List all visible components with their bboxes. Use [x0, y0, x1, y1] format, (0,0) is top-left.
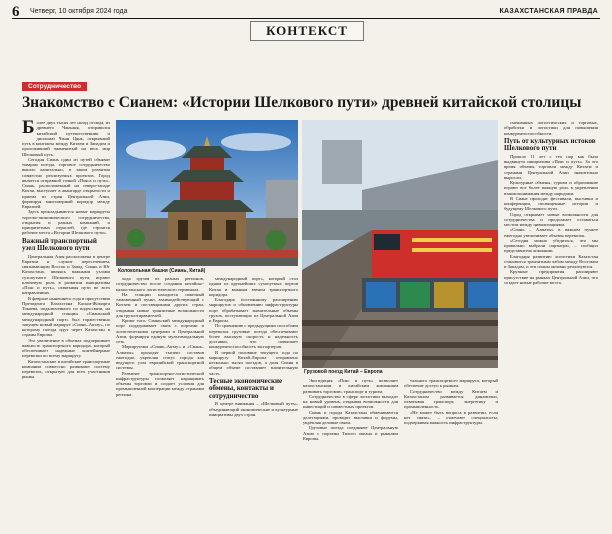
paragraph: В первой половине текущего года по маршруту Китай–Европа отправлено несколько тысяч поездов, а доля Сианя в общем объеме составляет значительную часть. [209, 349, 298, 376]
rubric-label: Сотрудничество [22, 82, 87, 91]
article-column-3 [209, 276, 298, 528]
paragraph: Культурные обмены, туризм и образование играют все более важную роль в укреплении взаимопонимания между народами. [504, 180, 598, 196]
newspaper-name: КАЗАХСТАНСКАЯ ПРАВДА [499, 8, 598, 15]
page-header [0, 0, 612, 44]
paragraph: Кроме того, Сианьский международный порт поддерживает связь с портами и логистическими центрами в Центральной Азии, формируя единую мультимодальную сеть. [116, 318, 204, 344]
paragraph: Здесь прокладываются новые маршруты торгово-экономического сотрудничества, открытия и разных компаний, и приоритетных отраслей, где строятся рабочие места «Истории Шелкового пути». [22, 209, 110, 236]
issue-date: Четверг, 10 октября 2024 года [30, 8, 128, 15]
paragraph: В центре внимания – «Шелковый путь», объединяющий экономические и культурные инициативы двух стран. [209, 401, 298, 417]
paragraph: Развитие транспортно-логистической инфраструктуры позволяет наращивать объемы торговли и создает условия для промышленной кооперации между странами региона. [116, 370, 204, 397]
paragraph: В феврале нынешнего года в присутствии Президента Казахстана Касым-Жомарта Токаева, подключенного по видеосвязи, на международной станции «Сианьский международный порт» был торжественно запущен новый маршрут «Сиань–Актау», по которому поезда идут через Казахстан в страны Европы. [22, 295, 110, 338]
paragraph: Казахстанские и китайские транспортные компании совместно развивают систему перевозок, открытую для всех участников рынка. [22, 358, 110, 380]
bell-tower-illustration [116, 120, 298, 266]
cargo-train-illustration [302, 120, 498, 368]
subheading: Путь от культурных истоков Шелкового пути [504, 136, 596, 153]
bell-tower-photo [116, 120, 298, 266]
paragraph: смешанных логистических и торговых, обработки и логистики для повышения конкурентоспособности. [504, 120, 598, 136]
paragraph: Сиань и города Казахстана обмениваются делегациями, проводят выставки и форумы, укрепляя деловые связи. [303, 409, 398, 425]
paragraph: тального транспортного маршрута, который обеспечит доступ к рынкам. [404, 378, 498, 389]
paragraph: Центральная Азия расположена в центре Евразии и служит пересечением, связывающим Восток и Запад. Сиань и Юг Казахстана, являясь важными узлами сухопутного Шелкового пути, играют ключевую роль в развитии инициативы «Пояс и путь», охватывая пути во всех направлениях. [22, 253, 110, 296]
paragraph: Сотрудничество в сфере логистики выходит на новый уровень, открывая возможности для инвестиций и совместных проектов. [303, 393, 398, 410]
subheading: Важный транспортный узел Шелкового пути [22, 236, 97, 252]
paragraph: «Не может быть вопроса в развитии, если нет связи», – отмечают специалисты, подчеркивая важность инфраструктуры. [404, 409, 498, 425]
drop-cap: Б [22, 120, 35, 138]
header-rule [12, 18, 600, 19]
paragraph: На станции находится пакетный таможенный пункт, взаимодействующий с Китаем и поставщиками других стран, открывая новые транзитные возможности для грузоотправителей. [116, 291, 204, 318]
cargo-train-photo [302, 120, 498, 368]
paragraph: «Сегодня можно убедиться, что мы правильно выбрали партнера», – сообщил представитель компании. [504, 237, 598, 254]
lead-paragraph: олее двух тысяч лет назад отсюда, из древнего Чанъаня, отправился китайский путешественник и дипломат Чжан Цянь, открывший путь в контакты между Китаем и Западом и проложивший знаменитый на весь мир Шелковый путь. [22, 120, 110, 157]
paragraph: Город открывает новые возможности для сотрудничества и продолжает оставаться мостом между цивилизациями. [504, 211, 598, 227]
paragraph: Экспедиция «Пояс и путь» позволяет казахстанским и китайским компаниям развивать торговлю, транспорт и туризм. [303, 378, 398, 394]
page-number: 6 [12, 4, 20, 20]
article-column-4 [303, 378, 398, 528]
article-column-7 [504, 120, 598, 528]
article-column-5 [404, 378, 498, 528]
article-title: Знакомство с Сианем: «Истории Шелкового пути» древней китайской столицы [22, 94, 582, 111]
subheading: Тесные экономические обмены, контакты и сотрудничество [209, 376, 283, 400]
paragraph: Благодаря развитию логистики Казахстан становится транзитным хабом между Востоком и Западом, и эти планы активно реализуются. [504, 253, 598, 269]
paragraph: В Сиане проходят фестивали, выставки и конференции, посвященные истории и будущему Шелкового пути. [504, 195, 598, 212]
paragraph: Сегодня Сиань один из путей объявит товарам поезда, торговое сотрудничество вышло капитально, в таком развитии совместно реализуемых проектов. Город является отправной точкой «Пояса и пути». Сиань, расположенный на северо-западе Китая, выступает в авангарде открытости и приема из стран Центральной Азии, формируя многомерный коридор между Евразией. [22, 156, 110, 209]
paragraph: Благодаря постоянному расширению маршрутов и обновлению инфраструктуры порт обрабатывает значительные объемы грузов, поступающих из Центральной Азии и Европы. [209, 297, 298, 323]
paragraph: Сотрудничество между Китаем и Казахстаном развивается динамично, охватывая транспорт, энергетику и промышленность. [404, 388, 498, 410]
paragraph: Крупные предприятия расширяют присутствие на рынках Центральной Азии, что создает новые рабочие места. [504, 269, 598, 285]
paragraph: «Сиань – Алматы» в важном пункте ежегодно увеличивает объемы перевозок. [504, 227, 598, 238]
section-label: КОНТЕКСТ [250, 21, 364, 41]
paragraph: Прошло 11 лет с тех пор как была выдвинута инициатива «Пояс и путь». За это время объемы торговли между Китаем и странами Центральной Азии значительно выросли. [504, 153, 598, 180]
paragraph: Это увеличение в объемах подчеркивает важность транспортного коридора, который обеспечивает надежные контейнерные перевозки по всему маршруту. [22, 337, 110, 359]
paragraph: Грузовые поезда соединяют Центральную Азию с портами Тихого океана и рынками Европы. [303, 425, 398, 441]
bell-tower-caption: Колокольная башня (Сиань, Китай) [118, 268, 206, 274]
paragraph: международный порт», который стал одним из крупнейших сухопутных портов Китая и важным звеном транспортного коридора. [209, 276, 298, 297]
article-column-2 [116, 276, 204, 528]
cargo-train-caption: Грузовой поезд Китай – Европа [304, 369, 383, 375]
article-column-1 [22, 120, 110, 528]
paragraph: По сравнению с предыдущими способами перевозок грузовые поезда обеспечивают более высокую скорость и надежность доставки, что повышает конкурентоспособность экспортеров. [209, 323, 298, 350]
paragraph: Маршрутами «Сиань–Актау» и «Сиань–Алматы» проходят тысячи составов ежегодно, укрепляя статус города как ведущего узла евразийской транспортной системы. [116, 344, 204, 371]
paragraph: хода грузов из разных регионов, сотрудничество после создания китайско-казахстанского логистического терминала. [116, 276, 204, 292]
